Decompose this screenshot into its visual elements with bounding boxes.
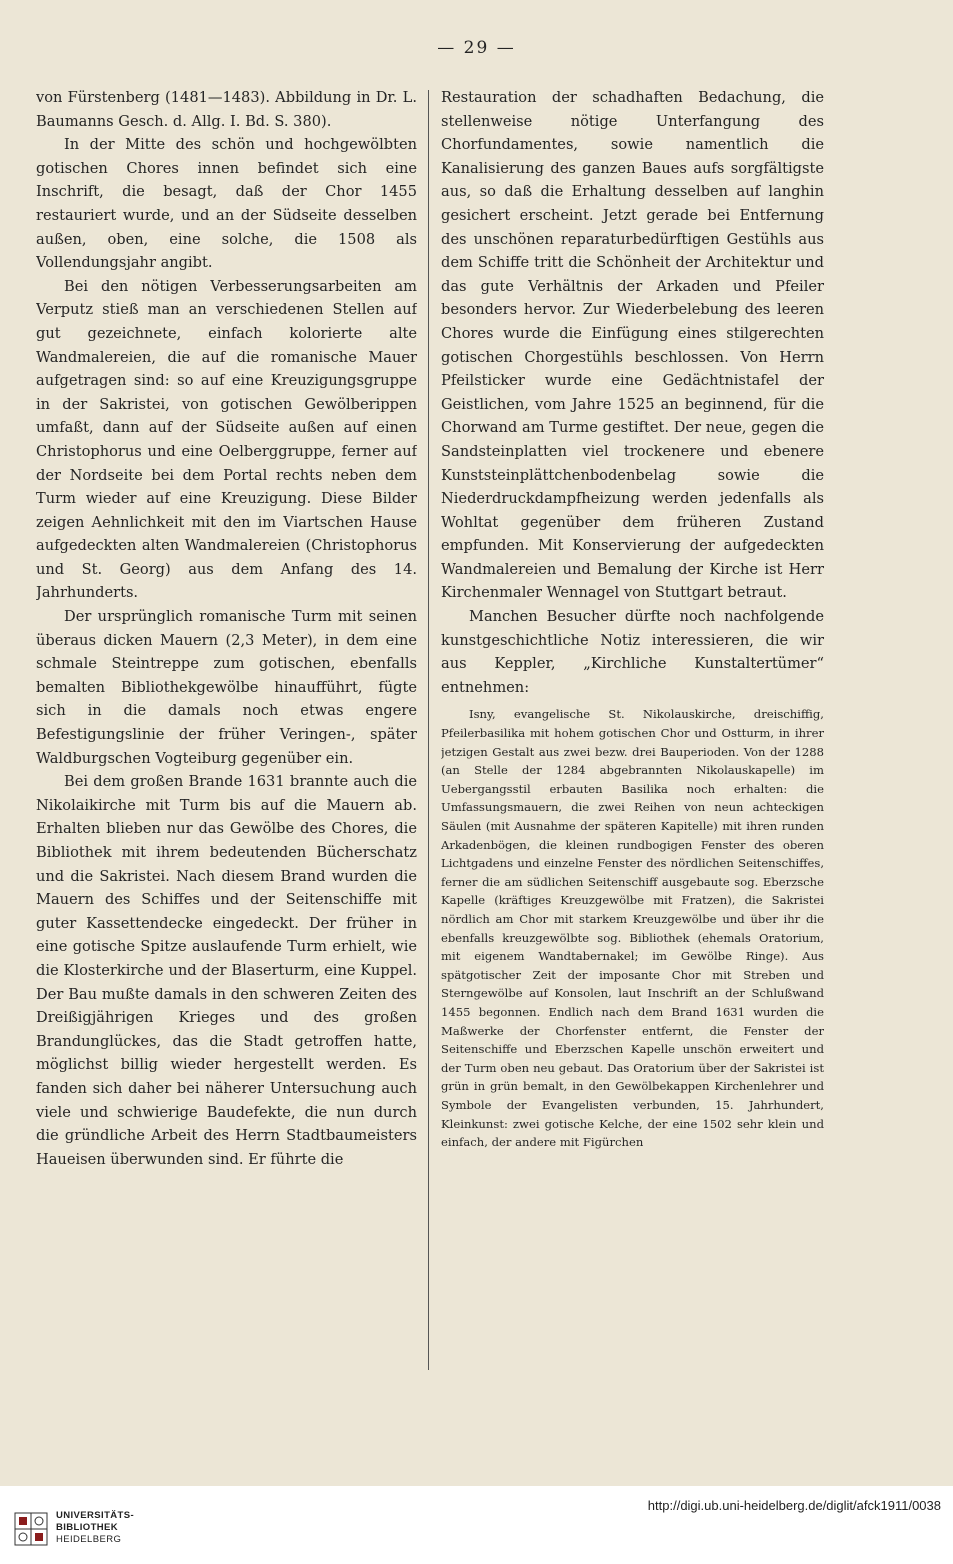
library-name <box>56 1510 134 1546</box>
left-column <box>36 86 417 1476</box>
paragraph: Der ursprünglich romanische Turm mit seinen überaus dicken Mauern (2,3 Meter), in dem eine schmale Steintreppe zum gotischen, ebenfalls bemalten Bibliothekgewölbe hinaufführt, fügte sich in die damals noch etwas engere Befestigungslinie der früher Veringen-, später Waldburgschen Vogteiburg gegenüber ein. <box>36 608 417 767</box>
quoted-paragraph: Isny, evangelische St. Nikolauskirche, dreischiffig, Pfeilerbasilika mit hohem gotischen Chor und Ostturm, in ihrer jetzigen Gestalt aus zwei bezw. drei Bauperioden. Von der 1288 (an Stelle der 1284 abgebrannten Nikolauskapelle) im Uebergangsstil erbauten Basilika noch erhalten: die Umfassungsmauern, die zwei Reihen von neun achteckigen Säulen (mit Ausnahme der späteren Kapitelle) mit ihren runden Arkadenbögen, die kleinen rundbogigen Fenster des oberen Lichtgadens und einzelne Fenster des nördlichen Seitenschiffes, ferner die am südlichen Seitenschiff ausgebaute sog. Eberzsche Kapelle (kräftiges Kreuzgewölbe mit Fratzen), die Sakristei nördlich am Chor mit starkem Kreuzgewölbe und über ihr die ebenfalls kreuzgewölbte sog. Bibliothek (ehemals Oratorium, mit eigenem Wandtabernakel; im Gewölbe Ringe). Aus spätgotischer Zeit der imposante Chor mit Streben und Sterngewölbe auf Konsolen, laut Inschrift an der Schlußwand 1455 begonnen. Endlich nach dem Brand 1631 wurden die Maßwerke der Chorfenster entfernt, die Fenster der Seitenschiffe und Eberzschen Kapelle unschön erweitert und der Turm oben neu gebaut. Das Oratorium über der Sakristei ist grün in grün bemalt, in den Gewölbekappen Kirchenlehrer und Symbole der Evangelisten verbunden, 15. Jahrhundert, Kleinkunst: zwei gotische Kelche, der eine 1502 sehr klein und einfach, der andere mit Figürchen <box>441 707 824 1150</box>
paragraph: Manchen Besucher dürfte noch nachfolgende kunstgeschichtliche Notiz interessieren, die wir aus Keppler, „Kirchliche Kunstaltertümer“ entnehmen: <box>441 608 824 696</box>
paragraph: Bei dem großen Brande 1631 brannte auch die Nikolaikirche mit Turm bis auf die Mauern ab. Erhalten blieben nur das Gewölbe des Chores, die Bibliothek mit ihrem bedeutenden Bücherschatz und die Sakristei. Nach diesem Brand wurden die Mauern des Schiffes und der Seitenschiffe mit guter Kassettendecke eingedeckt. Der früher in eine gotische Spitze auslaufende Turm erhielt, wie die Klosterkirche und der Blaserturm, eine Kuppel. Der Bau mußte damals in den schweren Zeiten des Dreißigjährigen Krieges und des großen Brandunglückes, das die Stadt getroffen hatte, möglichst billig wieder hergestellt werden. Es fanden sich daher bei näherer Untersuchung auch viele und schwierige Baudefekte, die nun durch die gründliche Arbeit des Herrn Stadtbaumeisters Haueisen überwunden sind. Er führte die <box>36 773 417 1168</box>
column-divider <box>428 90 429 1370</box>
library-name-line: UNIVERSITÄTS- <box>56 1510 135 1521</box>
source-url[interactable]: http://digi.ub.uni-heidelberg.de/diglit/afck1911/0038 <box>647 1498 941 1513</box>
right-column <box>441 86 824 1476</box>
paragraph: Restauration der schadhaften Bedachung, die stellenweise nötige Unterfangung des Chorfundamentes, sowie namentlich die Kanalisierung des ganzen Baues aufs sorgfältigste aus, so daß die Erhaltung desselben auf langhin gesichert erscheint. Jetzt gerade bei Entfernung des unschönen reparaturbedürftigen Gestühls aus dem Schiffe tritt die Schönheit der Architektur und das gute Verhältnis der Arkaden und Pfeiler besonders hervor. Zur Wiederbelebung des leeren Chores wurde die Einfügung eines stilgerechten gotischen Chorgestühls beschlossen. Von Herrn Pfeilsticker wurde eine Gedächtnistafel der Geistlichen, vom Jahre 1525 an beginnend, für die Chorwand am Turme gestiftet. Der neue, gegen die Sandsteinplatten viel trockenere und ebenere Kunststeinplättchenbodenbelag sowie die Niederdruckdampfheizung werden jedenfalls als Wohltat gegenüber dem früheren Zustand empfunden. Mit Konservierung der aufgedeckten Wandmalereien und Bemalung der Kirche ist Herr Kirchenmaler Wennagel von Stuttgart betraut. <box>441 89 824 602</box>
paragraph: Bei den nötigen Verbesserungsarbeiten am Verputz stieß man an verschiedenen Stellen auf gut gezeichnete, einfach kolorierte alte Wandmalereien, die auf die romanische Mauer aufgetragen sind: so auf eine Kreuzigungsgruppe in der Sakristei, von gotischen Gewölberippen umfaßt, dann auf der Südseite außen auf einen Christophorus und eine Oelberggruppe, ferner auf der Nordseite bei dem Portal rechts neben dem Turm wieder auf eine Kreuzigung. Diese Bilder zeigen Aehnlichkeit mit den im Viartschen Hause aufgedeckten alten Wandmalereien (Christophorus und St. Georg) aus dem Anfang des 14. Jahrhunderts. <box>36 277 417 602</box>
paragraph: von Fürstenberg (1481—1483). Abbildung in Dr. L. Baumanns Gesch. d. Allg. I. Bd. S. 380). <box>36 89 417 130</box>
library-name-line: BIBLIOTHEK <box>56 1522 119 1533</box>
heidelberg-university-library-logo <box>14 1512 48 1546</box>
paragraph: In der Mitte des schön und hochgewölbten gotischen Chores innen befindet sich eine Inschrift, die besagt, daß der Chor 1455 restauriert wurde, und an der Südseite desselben außen, oben, eine solche, die 1508 als Vollendungsjahr angibt. <box>36 136 417 272</box>
footer-bar <box>0 1486 953 1564</box>
library-name-line: HEIDELBERG <box>56 1534 122 1545</box>
page-number: — 29 — <box>437 38 516 58</box>
